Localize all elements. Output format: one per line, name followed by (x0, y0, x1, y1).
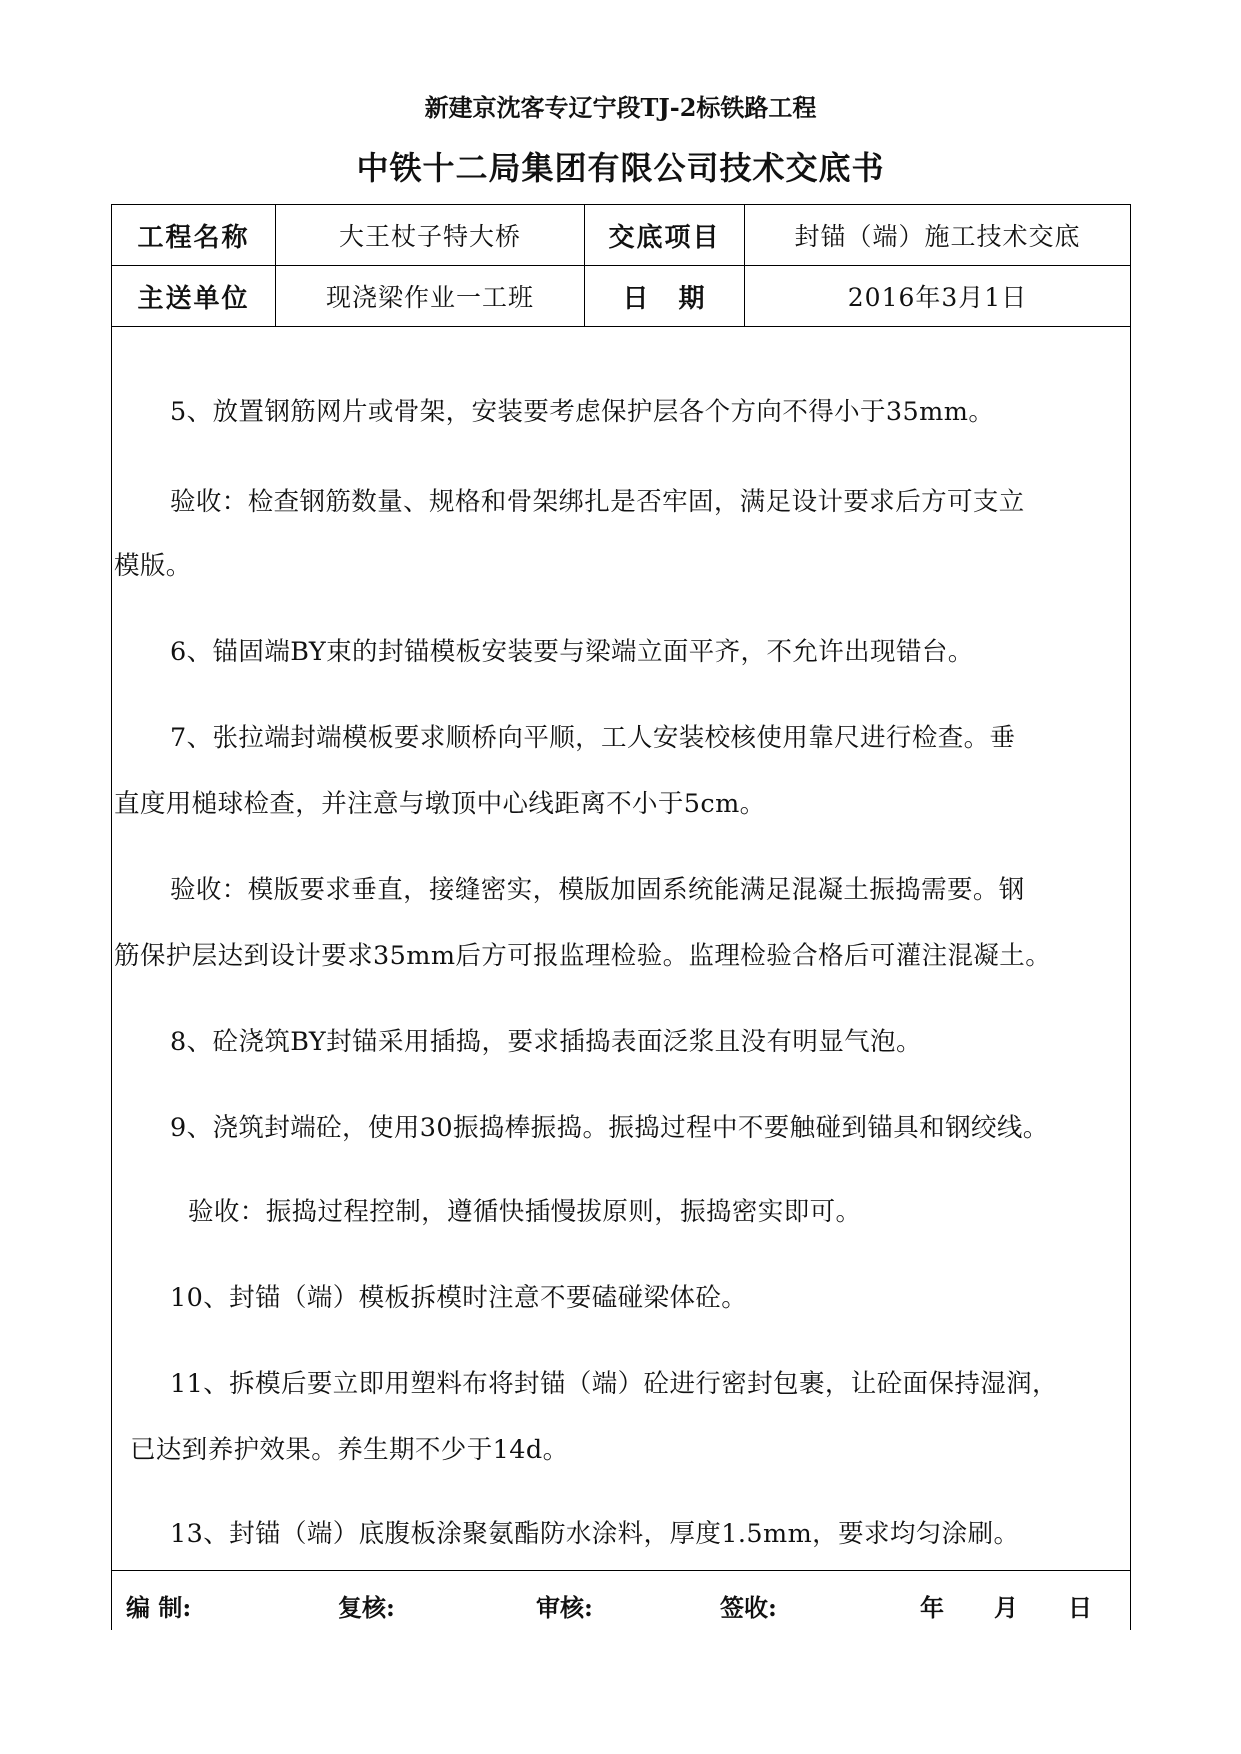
footer-month: 月 (994, 1593, 1018, 1622)
content-line-1: 5、放置钢筋网片或骨架，安装要考虑保护层各个方向不得小于35mm。 (170, 397, 995, 427)
footer-divider (111, 1570, 1130, 1571)
content-line-5: 7、张拉端封端模板要求顺桥向平顺，工人安装校核使用靠尺进行检查。垂 (170, 723, 1016, 753)
footer-day: 日 (1068, 1593, 1092, 1622)
date-label: 日 期 (585, 266, 745, 327)
date-value: 2016年3月1日 (745, 266, 1131, 327)
content-right-border (1130, 327, 1131, 1630)
content-left-border (111, 327, 112, 1630)
content-line-7: 验收：模版要求垂直，接缝密实，模版加固系统能满足混凝土振捣需要。钢 (170, 875, 1025, 905)
item-value: 封锚（端）施工技术交底 (745, 205, 1131, 266)
content-line-4: 6、锚固端BY束的封锚模板安装要与梁端立面平齐，不允许出现错台。 (170, 637, 974, 667)
content-line-13: 11、拆模后要立即用塑料布将封锚（端）砼进行密封包裹，让砼面保持湿润， (170, 1369, 1058, 1399)
content-line-8: 筋保护层达到设计要求35mm后方可报监理检验。监理检验合格后可灌注混凝土。 (114, 941, 1052, 971)
info-table (111, 204, 1131, 327)
footer-compile: 编 制: (126, 1593, 192, 1622)
content-line-10: 9、浇筑封端砼，使用30振捣棒振捣。振捣过程中不要触碰到锚具和钢绞线。 (170, 1113, 1049, 1143)
footer-year: 年 (920, 1593, 944, 1622)
footer-receive: 签收: (720, 1593, 777, 1622)
recipient-label: 主送单位 (112, 266, 276, 327)
project-title: 新建京沈客专辽宁段TJ-2标铁路工程 (424, 93, 817, 122)
project-name-value: 大王杖子特大桥 (276, 205, 585, 266)
info-row-project (112, 205, 1131, 266)
content-line-9: 8、砼浇筑BY封锚采用插捣，要求插捣表面泛浆且没有明显气泡。 (170, 1027, 922, 1057)
content-line-3: 模版。 (114, 551, 192, 581)
document-title: 中铁十二局集团有限公司技术交底书 (356, 149, 885, 187)
content-line-2: 验收：检查钢筋数量、规格和骨架绑扎是否牢固，满足设计要求后方可支立 (170, 487, 1025, 517)
info-row-recipient (112, 266, 1131, 327)
footer-review: 复核: (338, 1593, 395, 1622)
content-line-14: 已达到养护效果。养生期不少于14d。 (130, 1435, 569, 1465)
content-line-11: 验收：振捣过程控制，遵循快插慢拔原则，振捣密实即可。 (188, 1197, 862, 1227)
recipient-value: 现浇梁作业一工班 (276, 266, 585, 327)
footer-audit: 审核: (536, 1593, 593, 1622)
project-name-label: 工程名称 (112, 205, 276, 266)
content-line-15: 13、封锚（端）底腹板涂聚氨酯防水涂料，厚度1.5mm，要求均匀涂刷。 (170, 1519, 1020, 1549)
content-line-12: 10、封锚（端）模板拆模时注意不要磕碰梁体砼。 (170, 1283, 748, 1313)
item-label: 交底项目 (585, 205, 745, 266)
content-line-6: 直度用槌球检查，并注意与墩顶中心线距离不小于5cm。 (114, 789, 766, 819)
